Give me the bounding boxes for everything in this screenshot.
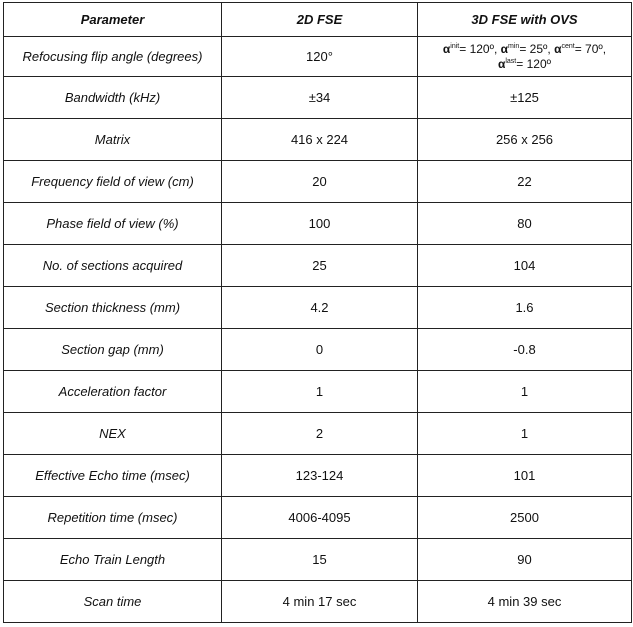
table-row [4, 497, 632, 539]
row-label: Frequency field of view (cm) [4, 161, 222, 203]
row-label: NEX [4, 413, 222, 455]
cell-3d-fse: 1 [418, 371, 632, 413]
alpha-last-sup: last [505, 57, 517, 65]
row-label: Phase field of view (%) [4, 203, 222, 245]
row-label: Effective Echo time (msec) [4, 455, 222, 497]
alpha-symbol: α [497, 56, 506, 71]
table-body [4, 37, 632, 623]
alpha-symbol: α [442, 41, 451, 56]
cell-2d-fse: 1 [222, 371, 418, 413]
row-label: Section thickness (mm) [4, 287, 222, 329]
row-label: Scan time [4, 581, 222, 623]
table-row [4, 203, 632, 245]
cell-3d-fse: 90 [418, 539, 632, 581]
cell-3d-fse: ±125 [418, 77, 632, 119]
row-label: Repetition time (msec) [4, 497, 222, 539]
cell-3d-fse: 104 [418, 245, 632, 287]
cell-3d-fse: 1 [418, 413, 632, 455]
cell-2d-fse: 20 [222, 161, 418, 203]
cell-3d-fse: 2500 [418, 497, 632, 539]
row-label: No. of sections acquired [4, 245, 222, 287]
alpha-symbol: α [500, 41, 509, 56]
row-label: Matrix [4, 119, 222, 161]
header-2d-fse: 2D FSE [222, 3, 418, 37]
header-parameter: Parameter [4, 3, 222, 37]
row-label: Bandwidth (kHz) [4, 77, 222, 119]
table-row [4, 161, 632, 203]
alpha-cent-sup: cent [561, 42, 575, 50]
cell-2d-fse: 120° [222, 37, 418, 77]
cell-2d-fse: 123-124 [222, 455, 418, 497]
table-row [4, 329, 632, 371]
cell-3d-fse: 80 [418, 203, 632, 245]
mri-parameters-table [3, 2, 632, 623]
cell-3d-fse: 22 [418, 161, 632, 203]
alpha-min-value: = 25º, [519, 41, 555, 56]
cell-2d-fse: 25 [222, 245, 418, 287]
alpha-last-value: = 120º [516, 56, 552, 71]
table-row [4, 119, 632, 161]
row-label: Acceleration factor [4, 371, 222, 413]
cell-2d-fse: 4.2 [222, 287, 418, 329]
table-row [4, 413, 632, 455]
alpha-min-sup: min [508, 42, 520, 50]
row-label: Refocusing flip angle (degrees) [4, 37, 222, 77]
cell-3d-fse: 101 [418, 455, 632, 497]
cell-3d-fse: 1.6 [418, 287, 632, 329]
cell-2d-fse: 4 min 17 sec [222, 581, 418, 623]
cell-2d-fse: ±34 [222, 77, 418, 119]
header-3d-fse-ovs: 3D FSE with OVS [418, 3, 632, 37]
table-row-flip-angle [4, 37, 632, 77]
table-row [4, 455, 632, 497]
table-header-row [4, 3, 632, 37]
row-label: Section gap (mm) [4, 329, 222, 371]
cell-2d-fse: 0 [222, 329, 418, 371]
table-row [4, 77, 632, 119]
alpha-init-sup: init [450, 42, 460, 50]
alpha-init-value: = 120º, [459, 41, 501, 56]
alpha-cent-value: = 70º, [574, 41, 607, 56]
cell-3d-fse: 4 min 39 sec [418, 581, 632, 623]
table-row [4, 245, 632, 287]
cell-2d-fse: 416 x 224 [222, 119, 418, 161]
table-row [4, 539, 632, 581]
cell-2d-fse: 100 [222, 203, 418, 245]
cell-3d-fse: -0.8 [418, 329, 632, 371]
cell-3d-fse-flip-angles [418, 37, 632, 77]
cell-3d-fse: 256 x 256 [418, 119, 632, 161]
cell-2d-fse: 4006-4095 [222, 497, 418, 539]
table-row [4, 287, 632, 329]
cell-2d-fse: 2 [222, 413, 418, 455]
alpha-symbol: α [554, 41, 562, 56]
table-row [4, 371, 632, 413]
cell-2d-fse: 15 [222, 539, 418, 581]
row-label: Echo Train Length [4, 539, 222, 581]
table-row [4, 581, 632, 623]
